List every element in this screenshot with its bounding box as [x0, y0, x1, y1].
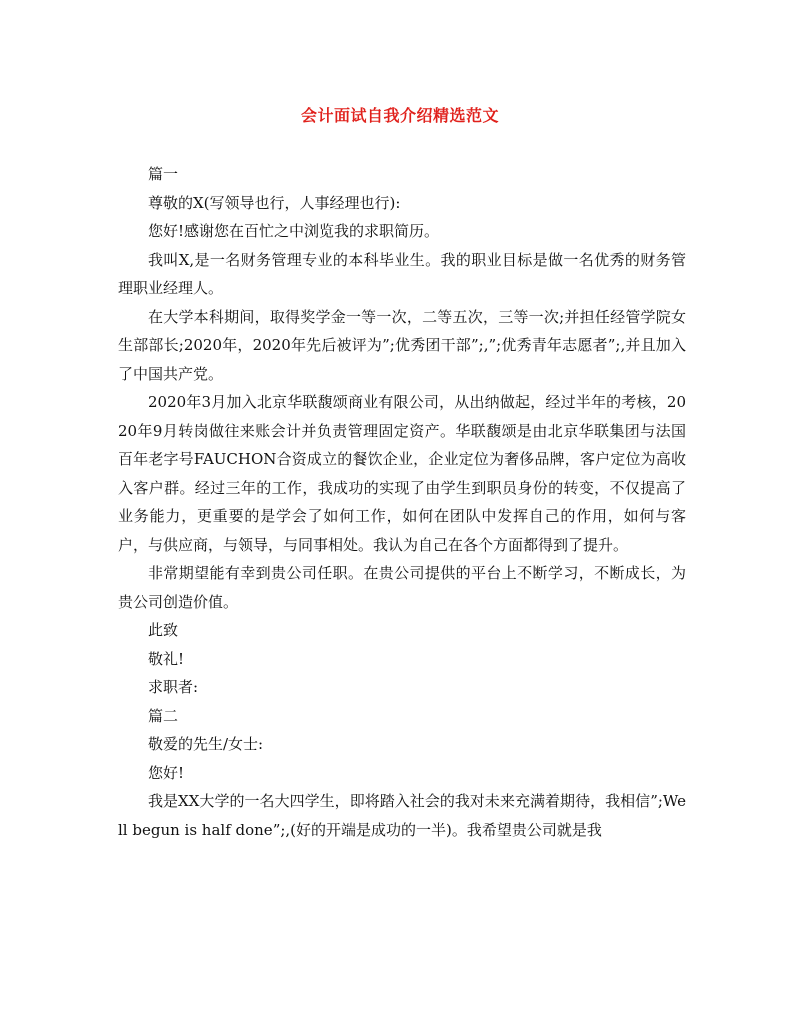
signature-line: 求职者: — [148, 678, 199, 696]
section-heading-1: 篇一 — [148, 165, 179, 183]
university-paragraph: 在大学本科期间，取得奖学金一等一次，二等五次，三等一次;并担任经管学院女生部部长;2020年，2020年先后被评为”;优秀团干部”;,”;优秀青年志愿者”;,并且加入了中国共产党。 — [118, 307, 686, 383]
closing-line-1: 此致 — [148, 621, 179, 639]
greeting: 您好!感谢您在百忙之中浏览我的求职简历。 — [148, 222, 440, 240]
document-body — [118, 160, 686, 844]
closing-paragraph: 非常期望能有幸到贵公司任职。在贵公司提供的平台上不断学习，不断成长，为贵公司创造价值。 — [118, 564, 686, 611]
document-title: 会计面试自我介绍精选范文 — [300, 106, 499, 125]
greeting-2: 您好! — [148, 763, 185, 782]
closing-line-2: 敬礼! — [148, 649, 185, 668]
intro-paragraph-2: 我是XX大学的一名大四学生，即将踏入社会的我对未来充满着期待，我相信”;Well begun is half done”;,(好的开端是成功的一半)。我希望贵公司就是我 — [118, 792, 686, 839]
work-experience-paragraph: 2020年3月加入北京华联馥颂商业有限公司，从出纳做起，经过半年的考核，2020年9月转岗做往来账会计并负责管理固定资产。华联馥颂是由北京华联集团与法国百年老字号FAUCHON合资成立的餐饮企业，企业定位为奢侈品牌，客户定位为高收入客户群。经过三年的工作，我成功的实现了由学生到职员身份的转变，不仅提高了业务能力，更重要的是学会了如何工作，如何在团队中发挥自己的作用，如何与客户，与供应商，与领导，与同事相处。我认为自己在各个方面都得到了提升。 — [118, 393, 686, 554]
intro-paragraph: 我叫X,是一名财务管理专业的本科毕业生。我的职业目标是做一名优秀的财务管理职业经理人。 — [118, 250, 686, 297]
section-heading-2: 篇二 — [148, 706, 179, 725]
salutation: 尊敬的X(写领导也行，人事经理也行): — [148, 193, 401, 212]
salutation-2: 敬爱的先生/女士: — [148, 735, 264, 753]
